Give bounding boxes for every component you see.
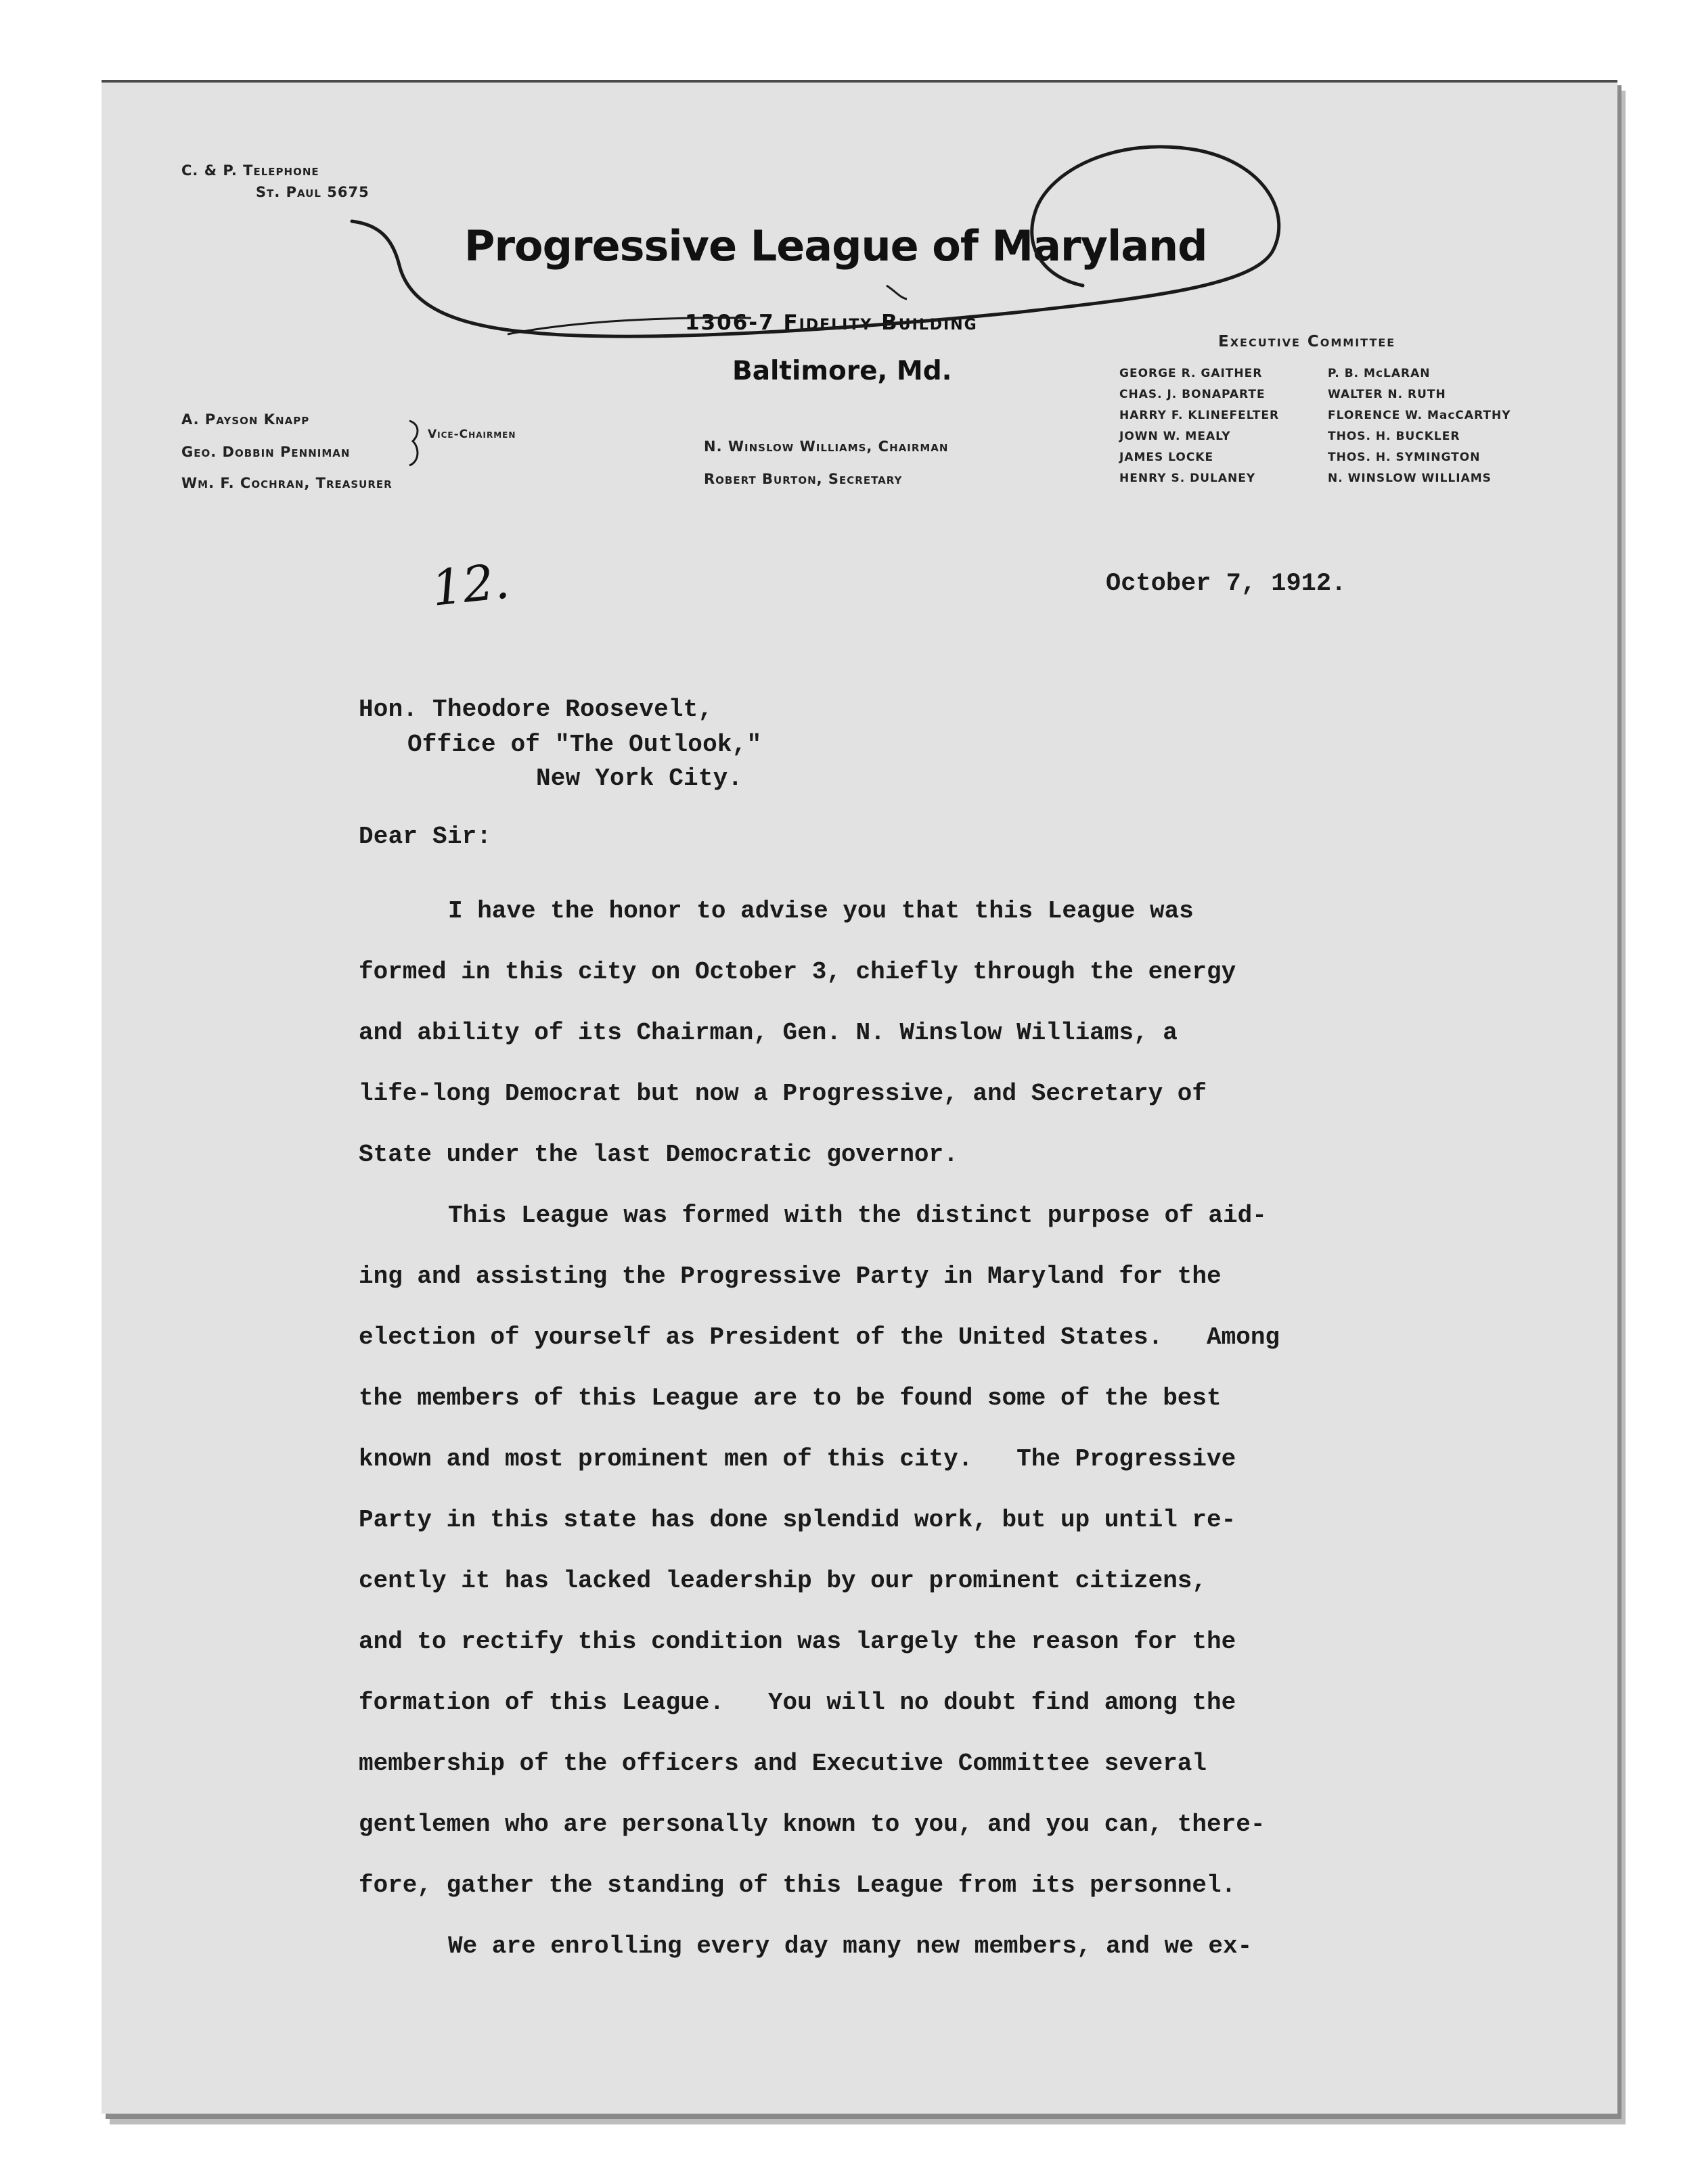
- telephone-line-1: C. & P. Telephone: [181, 162, 319, 179]
- body-line: I have the honor to advise you that this League was: [448, 897, 1194, 925]
- body-line: formation of this League. You will no doubt find among the: [359, 1689, 1236, 1716]
- salutation: Dear Sir:: [359, 823, 492, 850]
- body-line: known and most prominent men of this city. The Progressive: [359, 1445, 1236, 1473]
- body-line: and to rectify this condition was largely the reason for the: [359, 1628, 1236, 1656]
- executive-committee-title: Executive Committee: [1218, 333, 1396, 350]
- committee-member: P. B. McLARAN: [1328, 367, 1431, 380]
- body-line: formed in this city on October 3, chiefly through the energy: [359, 958, 1236, 986]
- committee-member: JOWN W. MEALY: [1119, 430, 1231, 443]
- body-line: We are enrolling every day many new members, and we ex-: [448, 1932, 1253, 1960]
- body-line: ing and assisting the Progressive Party in Maryland for the: [359, 1262, 1222, 1290]
- committee-member: CHAS. J. BONAPARTE: [1119, 388, 1266, 401]
- body-line: life-long Democrat but now a Progressive, and Secretary of: [359, 1080, 1207, 1108]
- letter-date: October 7, 1912.: [1106, 570, 1347, 598]
- committee-member: WALTER N. RUTH: [1328, 388, 1446, 401]
- committee-member: THOS. H. BUCKLER: [1328, 430, 1460, 443]
- body-line: cently it has lacked leadership by our prominent citizens,: [359, 1567, 1207, 1595]
- committee-member: GEORGE R. GAITHER: [1119, 367, 1263, 380]
- chairman: N. Winslow Williams, Chairman: [704, 438, 949, 455]
- committee-member: FLORENCE W. MacCARTHY: [1328, 409, 1511, 422]
- secretary: Robert Burton, Secretary: [704, 471, 903, 487]
- letter-sheet: [102, 80, 1617, 2114]
- body-line: This League was formed with the distinct purpose of aid-: [448, 1202, 1267, 1229]
- body-line: gentlemen who are personally known to you, and you can, there-: [359, 1811, 1266, 1838]
- address-line-1: Hon. Theodore Roosevelt,: [359, 696, 713, 723]
- body-line: fore, gather the standing of this League from its personnel.: [359, 1871, 1236, 1899]
- body-line: election of yourself as President of the United States. Among: [359, 1323, 1280, 1351]
- committee-member: HENRY S. DULANEY: [1119, 472, 1256, 485]
- letter-body: [359, 881, 1280, 1977]
- body-line: the members of this League are to be found some of the best: [359, 1384, 1222, 1412]
- telephone-line-2: St. Paul 5675: [256, 184, 370, 200]
- building-address: 1306-7 Fidelity Building: [685, 311, 978, 335]
- body-line: State under the last Democratic governor.: [359, 1141, 958, 1168]
- committee-member: THOS. H. SYMINGTON: [1328, 451, 1481, 464]
- body-line: Party in this state has done splendid work, but up until re-: [359, 1506, 1236, 1534]
- treasurer: Wm. F. Cochran, Treasurer: [181, 475, 393, 491]
- vice-chairmen-label: Vice-Chairmen: [428, 428, 516, 441]
- address-line-2: Office of "The Outlook,": [407, 731, 762, 758]
- vice-chairman-2: Geo. Dobbin Penniman: [181, 444, 351, 460]
- handwritten-number: 12.: [428, 552, 512, 617]
- body-line: membership of the officers and Executive Committee several: [359, 1750, 1207, 1777]
- city-address: Baltimore, Md.: [732, 356, 952, 386]
- committee-member: JAMES LOCKE: [1119, 451, 1214, 464]
- decorative-flourish: [102, 83, 1617, 556]
- body-line: and ability of its Chairman, Gen. N. Winslow Williams, a: [359, 1019, 1178, 1047]
- committee-member: N. WINSLOW WILLIAMS: [1328, 472, 1492, 485]
- vice-chairman-1: A. Payson Knapp: [181, 411, 310, 428]
- address-line-3: New York City.: [536, 765, 743, 792]
- organization-name: Progressive League of Maryland: [464, 221, 1207, 271]
- committee-member: HARRY F. KLINEFELTER: [1119, 409, 1280, 422]
